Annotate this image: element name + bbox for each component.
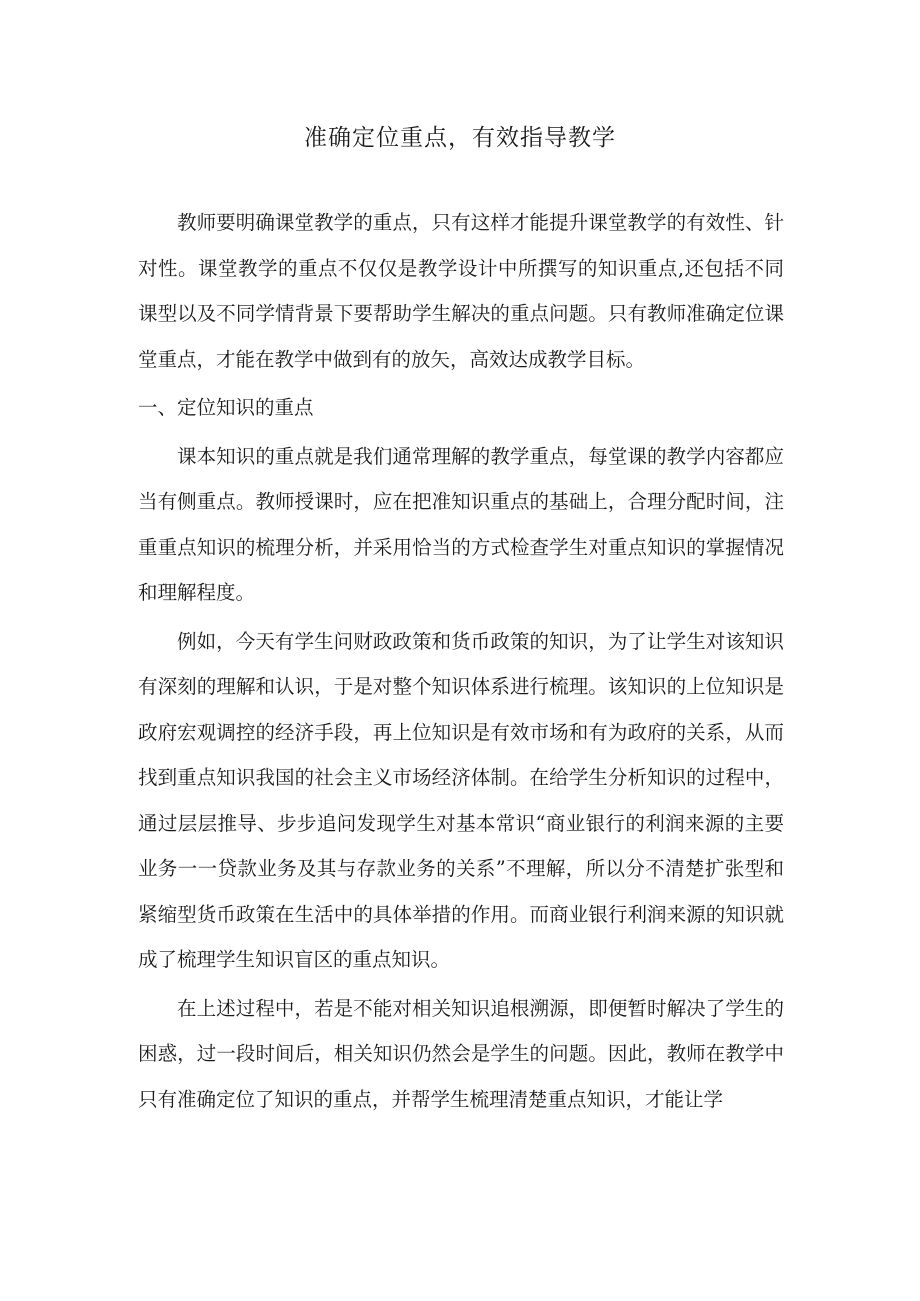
paragraph-conclusion: 在上述过程中，若是不能对相关知识追根溯源，即便暂时解决了学生的困惑，过一段时间后，相关知识仍然会是学生的问题。因此，教师在教学中只有准确定位了知识的重点，并帮学生梳理清楚重点知识，才能让学: [138, 996, 784, 1111]
section-heading: 一、定位知识的重点: [138, 396, 314, 419]
document-title: 准确定位重点，有效指导教学: [304, 125, 616, 151]
paragraph-example: 例如，今天有学生问财政政策和货币政策的知识，为了让学生对该知识有深刻的理解和认识，于是对整个知识体系进行梳理。该知识的上位知识是政府宏观调控的经济手段，再上位知识是有效市场和有为政府的关系，从而找到重点知识我国的社会主义市场经济体制。在给学生分析知识的过程中，通过层层推导、步步追问发现学生对基本常识“商业银行的利润来源的主要业务一一贷款业务及其与存款业务的关系”不理解，所以分不清楚扩张型和紧缩型货币政策在生活中的具体举措的作用。而商业银行利润来源的知识就成了梳理学生知识盲区的重点知识。: [138, 629, 784, 971]
paragraph-knowledge-focus: 课本知识的重点就是我们通常理解的教学重点，每堂课的教学内容都应当有侧重点。教师授课时，应在把准知识重点的基础上，合理分配时间，注重重点知识的梳理分析，并采用恰当的方式检查学生对重点知识的掌握情况和理解程度。: [138, 444, 784, 604]
document-body: [138, 200, 784, 1125]
paragraph-intro: 教师要明确课堂教学的重点，只有这样才能提升课堂教学的有效性、针对性。课堂教学的重点不仅仅是教学设计中所撰写的知识重点,还包括不同课型以及不同学情背景下要帮助学生解决的重点问题。只有教师准确定位课堂重点，才能在教学中做到有的放矢，高效达成教学目标。: [138, 211, 784, 371]
